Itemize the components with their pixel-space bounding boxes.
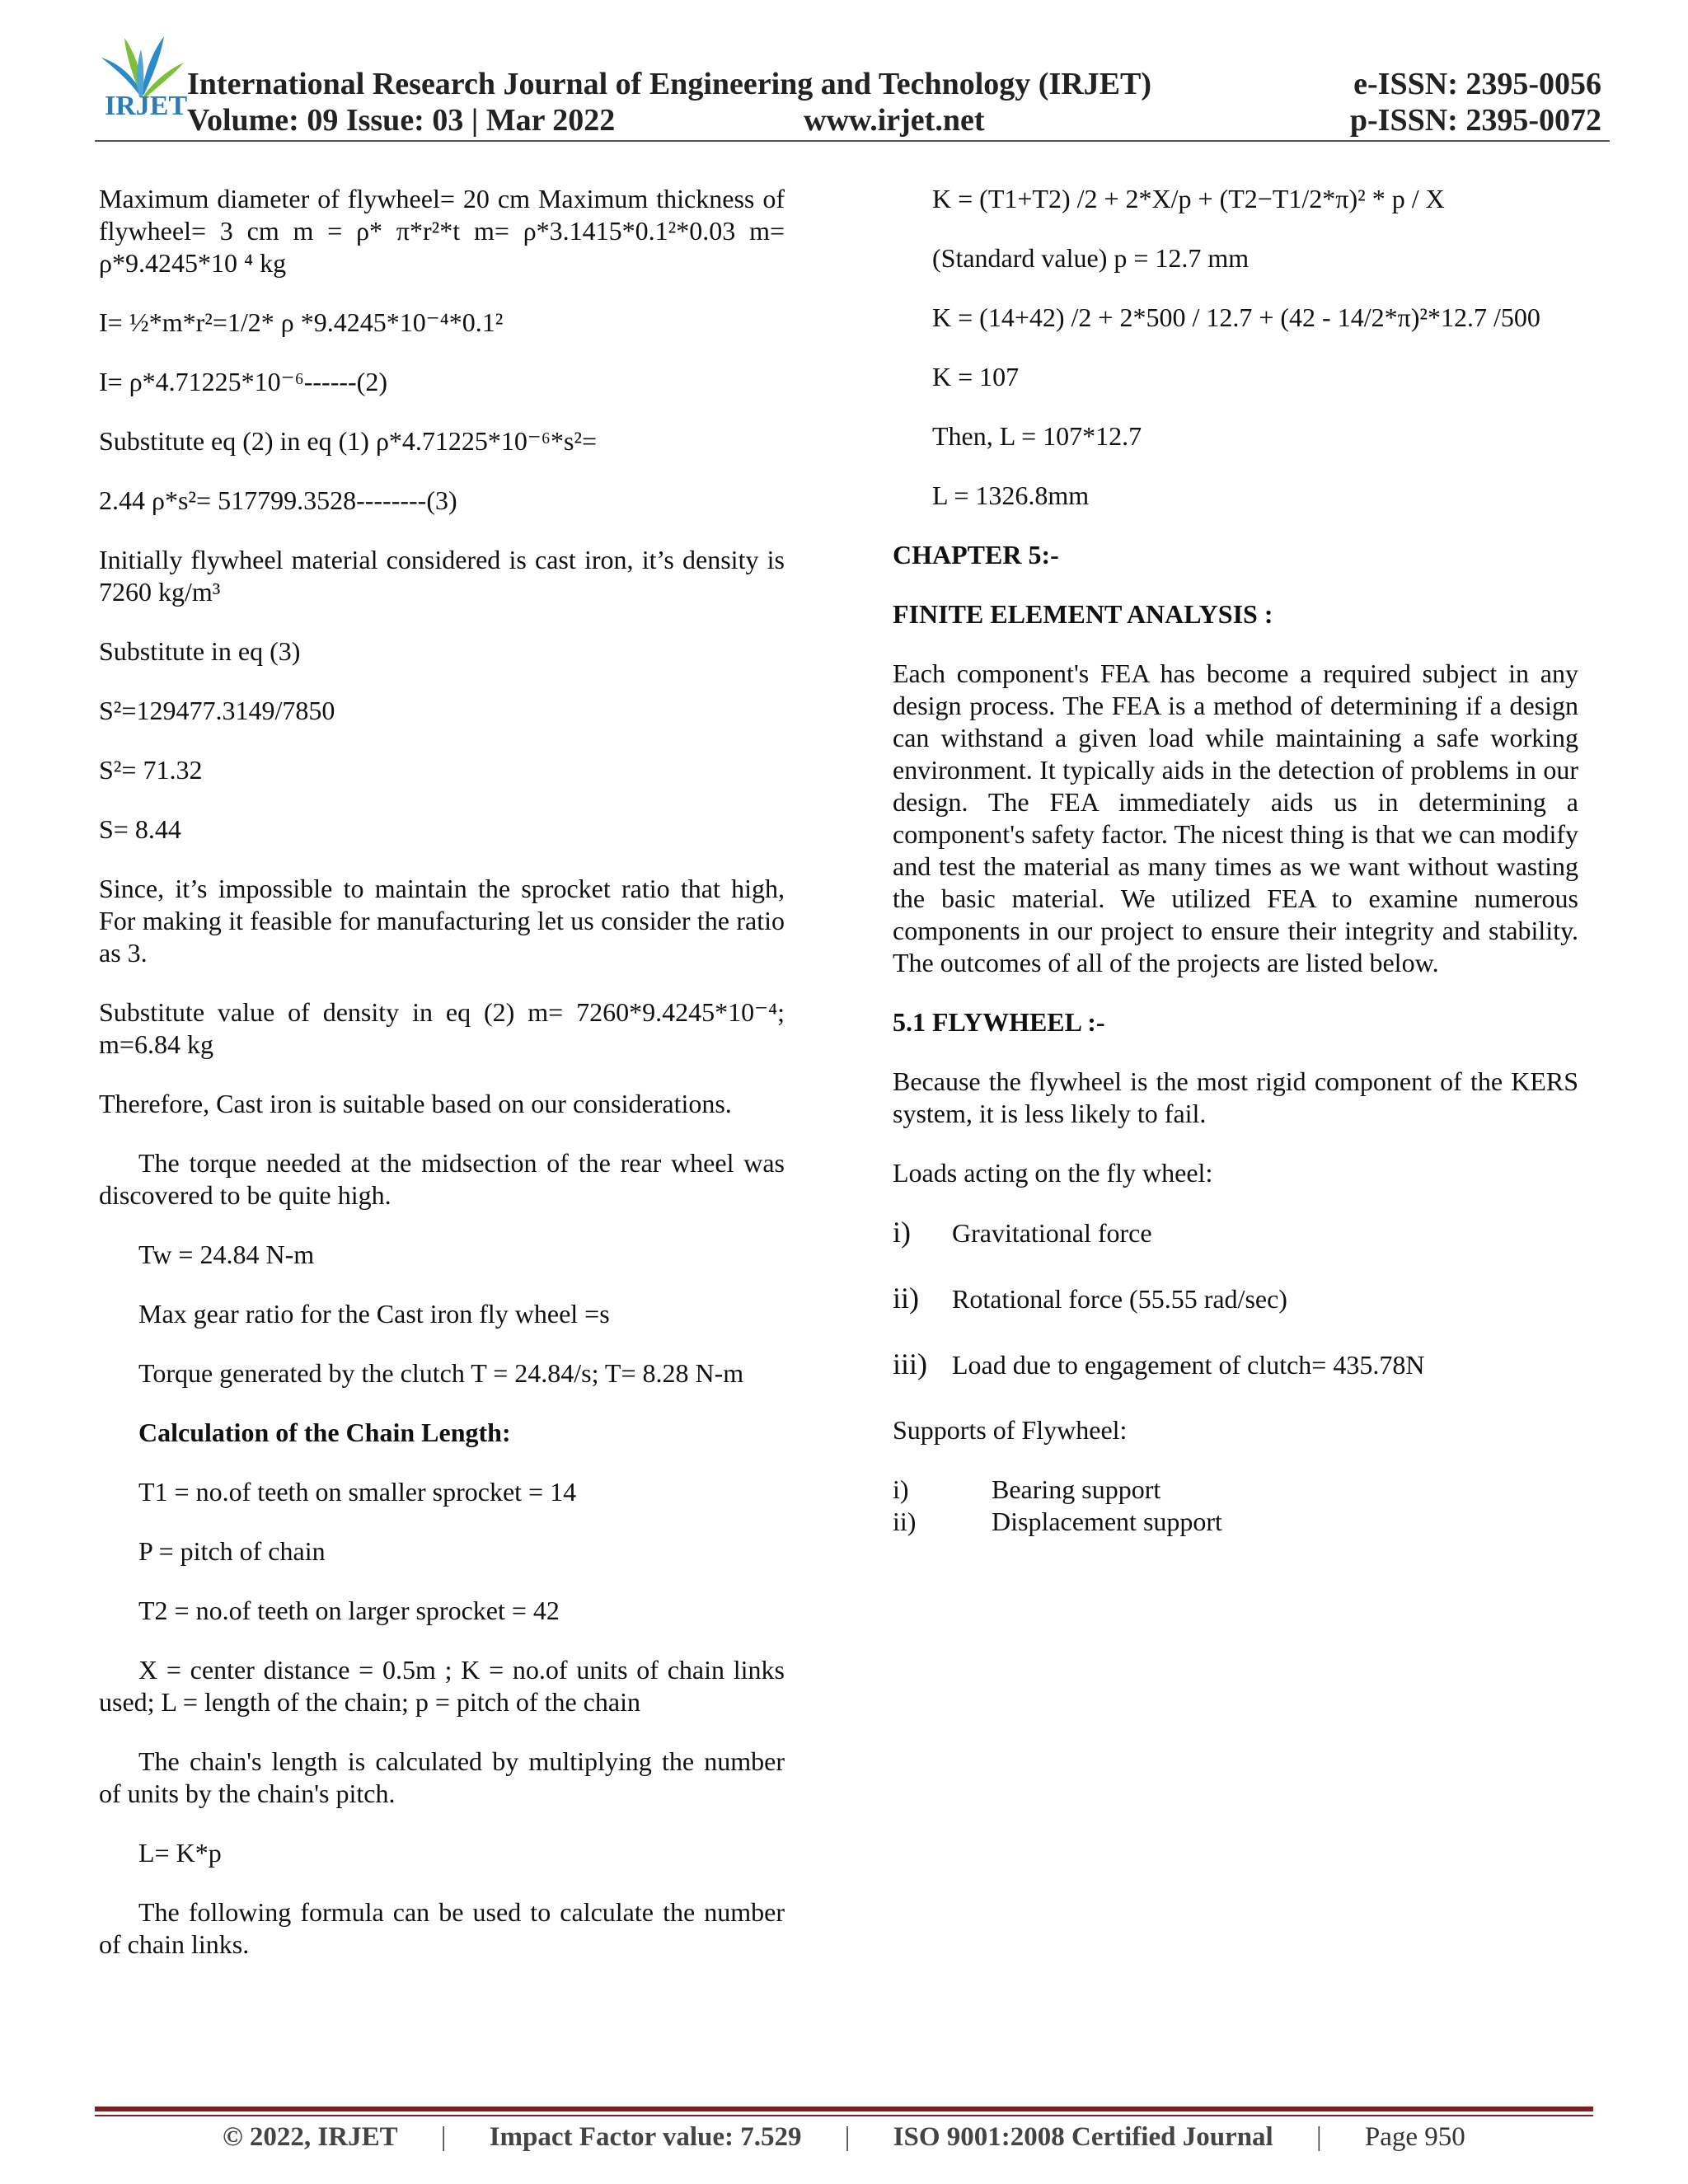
equation: Then, L = 107*12.7: [932, 421, 1142, 451]
list-text: Bearing support: [992, 1474, 1161, 1504]
chapter-heading: CHAPTER 5:-: [893, 540, 1059, 569]
footer-divider: [95, 2107, 1593, 2111]
separator: |: [1315, 2122, 1322, 2152]
e-issn: e-ISSN: 2395-0056: [1353, 67, 1601, 101]
journal-website[interactable]: www.irjet.net: [804, 103, 985, 138]
page-header: [95, 33, 1611, 142]
subsection-heading: 5.1 FLYWHEEL :-: [893, 1007, 1105, 1037]
left-column: [99, 183, 785, 1988]
header-divider: [95, 140, 1610, 142]
list-text: Rotational force (55.55 rad/sec): [952, 1284, 1287, 1314]
list-item: [893, 1348, 1578, 1381]
equation: I= ρ*4.71225*10⁻⁶------(2): [99, 367, 387, 396]
paragraph: Maximum diameter of flywheel= 20 cm Maximum thickness of flywheel= 3 cm m = ρ* π*r²*t m= ρ*3.1415*0.1²*0.03 m= ρ*9.4245*10 ⁴ kg: [99, 184, 785, 278]
paragraph: Therefore, Cast iron is suitable based on our considerations.: [99, 1089, 732, 1118]
page-footer: [223, 2122, 1465, 2153]
separator: |: [844, 2122, 851, 2152]
loads-list: [893, 1216, 1578, 1381]
paragraph: Since, it’s impossible to maintain the sprocket ratio that high, For making it feasible for manufacturing let us consider the ratio as 3.: [99, 874, 785, 968]
paragraph: The torque needed at the midsection of the rear wheel was discovered to be quite high.: [99, 1148, 785, 1210]
iso-certification: ISO 9001:2008 Certified Journal: [893, 2122, 1273, 2152]
list-text: Gravitational force: [952, 1218, 1152, 1248]
list-number: ii): [893, 1282, 919, 1315]
page-number: Page 950: [1364, 2122, 1465, 2152]
equation: Tw = 24.84 N-m: [138, 1240, 315, 1269]
paragraph: Substitute value of density in eq (2) m= 7260*9.4245*10⁻⁴; m=6.84 kg: [99, 997, 785, 1059]
list-number: ii): [893, 1507, 917, 1536]
paragraph: Substitute in eq (3): [99, 636, 301, 666]
paragraph: Torque generated by the clutch T = 24.84/s; T= 8.28 N-m: [138, 1358, 744, 1388]
equation: I= ½*m*r²=1/2* ρ *9.4245*10⁻⁴*0.1²: [99, 307, 504, 337]
irjet-logo: [95, 33, 187, 132]
paragraph: Loads acting on the fly wheel:: [893, 1158, 1213, 1188]
logo-wordmark: IRJET: [105, 91, 188, 121]
paragraph: Supports of Flywheel:: [893, 1415, 1128, 1445]
list-item: [893, 1474, 1578, 1506]
paragraph: The chain's length is calculated by multiplying the number of units by the chain's pitch.: [99, 1746, 785, 1808]
footer-divider-thin: [95, 2115, 1593, 2116]
subsection-heading: Calculation of the Chain Length:: [138, 1418, 511, 1447]
paragraph: Substitute eq (2) in eq (1) ρ*4.71225*10⁻⁶*s²=: [99, 426, 598, 456]
definition: P = pitch of chain: [138, 1536, 326, 1566]
journal-title: International Research Journal of Engineering and Technology (IRJET): [187, 67, 1152, 101]
equation: S= 8.44: [99, 814, 181, 844]
paragraph: Initially flywheel material considered is cast iron, it’s density is 7260 kg/m³: [99, 545, 785, 607]
copyright: © 2022, IRJET: [223, 2122, 398, 2152]
p-issn: p-ISSN: 2395-0072: [1349, 103, 1601, 138]
definition: T2 = no.of teeth on larger sprocket = 42: [138, 1596, 560, 1625]
equation: K = 107: [932, 362, 1020, 391]
list-item: [893, 1216, 1578, 1249]
leaf-logo-icon: [95, 33, 187, 99]
equation: (Standard value) p = 12.7 mm: [932, 243, 1250, 273]
section-heading: FINITE ELEMENT ANALYSIS :: [893, 599, 1273, 629]
equation: K = (14+42) /2 + 2*500 / 12.7 + (42 - 14/2*π)²*12.7 /500: [932, 302, 1540, 332]
equation: S²=129477.3149/7850: [99, 696, 335, 725]
list-number: i): [893, 1216, 911, 1249]
supports-list: [893, 1474, 1578, 1538]
equation: L = 1326.8mm: [932, 480, 1090, 510]
equation: L= K*p: [138, 1838, 222, 1868]
definition: T1 = no.of teeth on smaller sprocket = 14: [138, 1477, 577, 1507]
paragraph: Each component's FEA has become a required subject in any design process. The FEA is a method of determining if a design can withstand a given load while maintaining a safe working environment. It typically aids in the detection of problems in our design. The FEA immediately aids us in determining a component's safety factor. The nicest thing is that we can modify and test the material as many times as we want without wasting the basic material. We utilized FEA to examine numerous components in our project to ensure their integrity and stability. The outcomes of all of the projects are listed below.: [893, 658, 1578, 977]
list-item: [893, 1506, 1578, 1538]
paragraph: Because the flywheel is the most rigid component of the KERS system, it is less likely to fail.: [893, 1066, 1578, 1128]
separator: |: [440, 2122, 447, 2152]
paragraph: The following formula can be used to calculate the number of chain links.: [99, 1897, 785, 1959]
impact-factor: Impact Factor value: 7.529: [489, 2122, 802, 2152]
equation: 2.44 ρ*s²= 517799.3528--------(3): [99, 485, 457, 515]
right-column: [893, 183, 1578, 1538]
list-number: i): [893, 1474, 909, 1504]
paragraph: Max gear ratio for the Cast iron fly wheel =s: [138, 1299, 610, 1329]
equation: S²= 71.32: [99, 755, 203, 785]
list-text: Load due to engagement of clutch= 435.78N: [952, 1350, 1425, 1380]
list-item: [893, 1282, 1578, 1315]
list-text: Displacement support: [992, 1507, 1222, 1536]
definition: X = center distance = 0.5m ; K = no.of units of chain links used; L = length of the chain; p = pitch of the chain: [99, 1655, 785, 1717]
list-number: iii): [893, 1347, 927, 1380]
equation: K = (T1+T2) /2 + 2*X/p + (T2−T1/2*π)² * p / X: [932, 184, 1445, 213]
volume-issue: Volume: 09 Issue: 03 | Mar 2022: [187, 103, 616, 138]
